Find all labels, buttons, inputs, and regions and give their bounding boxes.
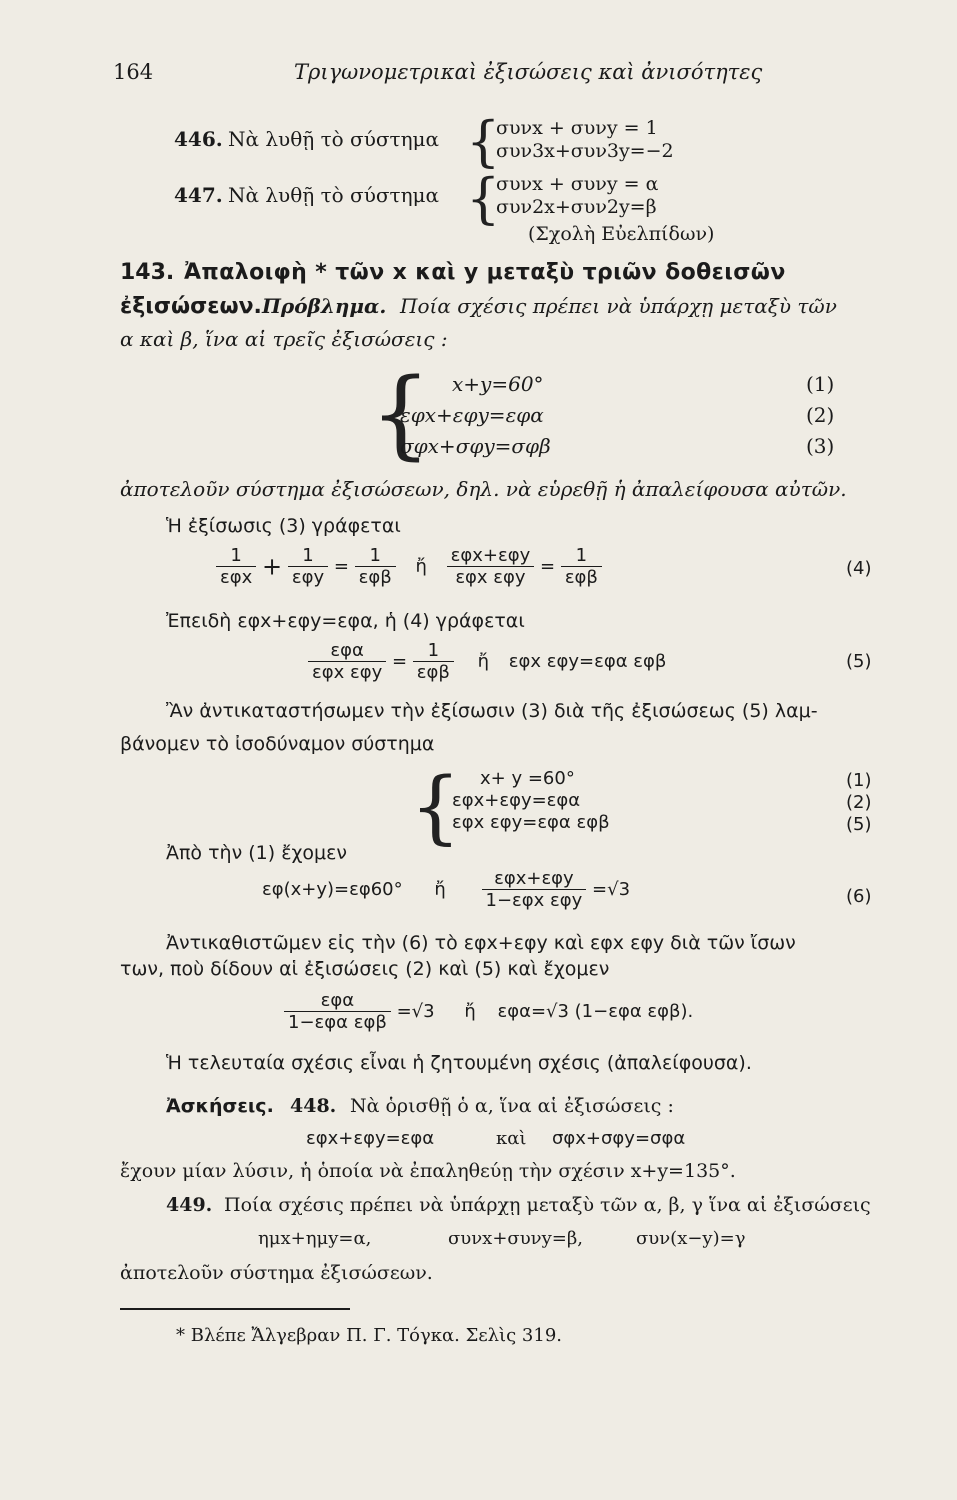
system-equation: x+ y =60° — [480, 768, 575, 789]
formula-lhs: εφ(x+y)=εφ60° — [262, 879, 403, 900]
formula-rhs: εφx εφy=εφα εφβ — [508, 651, 667, 672]
denominator: 1−εφx εφy — [482, 889, 587, 911]
denominator: εφβ — [355, 566, 396, 588]
formula-5 — [308, 640, 666, 683]
denominator: εφx εφy — [308, 661, 386, 683]
numerator: 1 — [427, 640, 440, 661]
exercise-text: Ποία σχέσις πρέπει νὰ ὑπάρχῃ μεταξὺ τῶν α, β, γ ἵνα αἱ ἐξισώσεις — [224, 1194, 871, 1216]
denominator: εφx — [216, 566, 256, 588]
paragraph-text: βάνομεν τὸ ἰσοδύναμον σύστημα — [120, 733, 435, 755]
paragraph-text: Ἀπὸ τὴν (1) ἔχομεν — [166, 842, 348, 864]
problem-text: α καὶ β, ἵνα αἱ τρεῖς ἐξισώσεις : — [120, 327, 448, 351]
paragraph-text: των, ποὺ δίδουν αἱ ἐξισώσεις (2) καὶ (5) καὶ ἔχομεν — [120, 958, 610, 980]
running-title: Τριγωνομετρικαὶ ἐξισώσεις καὶ ἀνισότητες — [294, 60, 763, 84]
page-number: 164 — [113, 60, 154, 84]
numerator: 1 — [575, 545, 588, 566]
footnote: * Βλέπε Ἄλγεβραν Π. Γ. Τόγκα. Σελὶς 319. — [176, 1325, 562, 1346]
system-equation: εφx+εφy=εφα — [452, 790, 581, 811]
exercise-number: 449. — [166, 1194, 213, 1216]
equation-label: (5) — [846, 814, 872, 835]
fraction — [284, 990, 391, 1033]
or-word: ἤ — [477, 651, 490, 672]
paragraph-text: Ἡ τελευταία σχέσις εἶναι ἡ ζητουμένη σχέσις (ἀπαλείφουσα). — [166, 1052, 752, 1074]
or-word: ἤ — [434, 879, 446, 900]
equals-sign: = — [539, 556, 556, 577]
system-equation: συν3x+συν3y=−2 — [496, 140, 674, 162]
equation-label: (2) — [846, 792, 872, 813]
denominator: εφβ — [413, 661, 454, 683]
system-equation: εφx+εφy=εφα — [400, 403, 544, 427]
denominator: εφβ — [561, 566, 602, 588]
system-equation: συνx + συνy = α — [496, 173, 659, 195]
equation-label: (4) — [846, 558, 872, 579]
numerator: 1 — [230, 545, 242, 566]
source-note: (Σχολὴ Εὐελπίδων) — [528, 223, 715, 245]
exercise-equation: συνx+συνy=β, — [448, 1228, 583, 1249]
numerator: εφx+εφy — [450, 545, 531, 566]
exercise-number: 448. — [290, 1095, 337, 1117]
system-equation: x+y=60° — [452, 372, 544, 396]
exercise-equation: σφx+σφy=σφα — [552, 1128, 686, 1149]
system-brace: { — [410, 760, 461, 853]
or-word: ἤ — [415, 556, 427, 577]
paragraph-text: Ἂν ἀντικαταστήσωμεν τὴν ἐξίσωσιν (3) διὰ τῆς ἐξισώσεως (5) λαμ- — [166, 700, 818, 722]
equation-label: (5) — [846, 651, 872, 672]
paragraph-text: ἀποτελοῦν σύστημα ἐξισώσεων, δηλ. νὰ εὑρεθῇ ἡ ἀπαλείφουσα αὐτῶν. — [120, 477, 847, 501]
fraction — [355, 545, 396, 588]
exercise-equation: εφx+εφy=εφα — [306, 1128, 435, 1149]
equation-label: (1) — [806, 372, 835, 396]
section-title-cont: ἐξισώσεων. — [120, 294, 262, 319]
formula-4 — [216, 545, 602, 588]
denominator: 1−εφα εφβ — [284, 1011, 391, 1033]
system-brace: { — [370, 358, 432, 470]
fraction — [447, 545, 535, 588]
fraction — [216, 545, 256, 588]
formula-6 — [262, 868, 630, 911]
system-equation: σφx+σφy=σφβ — [400, 434, 551, 458]
system-equation: συν2x+συν2y=β — [496, 196, 657, 218]
numerator: εφα — [330, 640, 364, 661]
numerator: εφx+εφy — [494, 868, 574, 889]
numerator: εφα — [320, 990, 355, 1011]
system-brace: { — [466, 110, 501, 173]
formula-alt: εφα=√3 (1−εφα εφβ). — [497, 1001, 694, 1022]
exercises-label: Ἀσκήσεις. — [166, 1095, 274, 1117]
exercise-number: 447. — [174, 183, 223, 207]
exercise-number: 446. — [174, 127, 223, 151]
section-title: Ἀπαλοιφὴ * τῶν x καὶ y μεταξὺ τριῶν δοθεισῶν — [184, 260, 786, 285]
paragraph-text: Ἐπειδὴ εφx+εφy=εφα, ἡ (4) γράφεται — [166, 610, 525, 632]
denominator: εφy — [288, 566, 328, 588]
exercise-text: Νὰ ὁρισθῇ ὁ α, ἵνα αἱ ἐξισώσεις : — [350, 1095, 674, 1117]
fraction — [482, 868, 587, 911]
paragraph-text: Ἡ ἐξίσωσις (3) γράφεται — [166, 515, 401, 537]
equation-label: (1) — [846, 770, 872, 791]
formula-7 — [284, 990, 693, 1033]
equals-sign: = — [333, 556, 349, 577]
denominator: εφx εφy — [447, 566, 535, 588]
equation-label: (3) — [806, 434, 835, 458]
section-number: 143. — [120, 260, 175, 285]
equation-label: (2) — [806, 403, 835, 427]
formula-rhs: =√3 — [592, 879, 631, 900]
numerator: 1 — [302, 545, 314, 566]
fraction — [288, 545, 328, 588]
exercise-equation: ημx+ημy=α, — [258, 1228, 372, 1249]
fraction — [308, 640, 386, 683]
system-equation: συνx + συνy = 1 — [496, 117, 658, 139]
system-equation: εφx εφy=εφα εφβ — [452, 812, 610, 833]
numerator: 1 — [369, 545, 381, 566]
formula-rhs: =√3 — [396, 1001, 435, 1022]
conjunction: καὶ — [496, 1128, 527, 1149]
equation-label: (6) — [846, 886, 872, 907]
fraction — [561, 545, 602, 588]
system-brace: { — [466, 167, 501, 230]
or-word: ἤ — [464, 1001, 476, 1022]
problem-text: Ποία σχέσις πρέπει νὰ ὑπάρχῃ μεταξὺ τῶν — [400, 294, 837, 318]
exercise-text: ἀποτελοῦν σύστημα ἐξισώσεων. — [120, 1262, 433, 1284]
equals-sign: = — [391, 651, 408, 672]
problem-label: Πρόβλημα. — [262, 294, 387, 318]
plus-sign: + — [262, 552, 283, 581]
exercise-text: ἔχουν μίαν λύσιν, ἡ ὁποία νὰ ἐπαληθεύῃ τὴν σχέσιν x+y=135°. — [120, 1160, 736, 1182]
paragraph-text: Ἀντικαθιστῶμεν εἰς τὴν (6) τὸ εφx+εφy καὶ εφx εφy διὰ τῶν ἴσων — [166, 932, 796, 954]
footnote-rule — [120, 1308, 350, 1310]
exercise-text: Νὰ λυθῇ τὸ σύστημα — [228, 127, 440, 151]
exercise-equation: συν(x−y)=γ — [636, 1228, 746, 1249]
exercise-text: Νὰ λυθῇ τὸ σύστημα — [228, 183, 440, 207]
fraction — [413, 640, 454, 683]
